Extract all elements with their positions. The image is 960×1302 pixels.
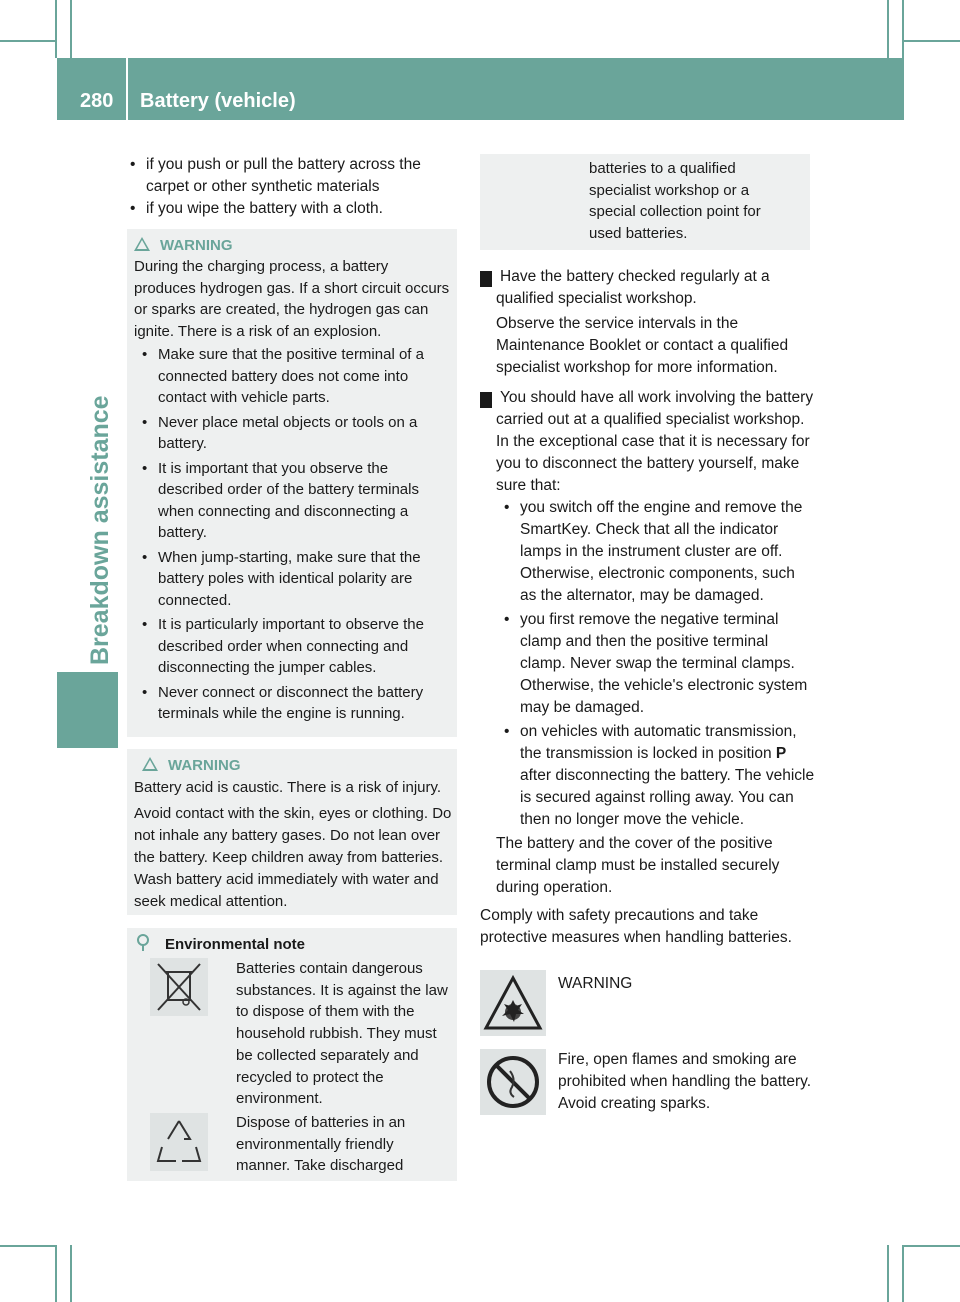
crop-mark (887, 0, 889, 58)
list-item: • if you wipe the battery with a cloth. (130, 198, 455, 220)
comply-text: Comply with safety precautions and take protective measures when handling batteries. (480, 907, 792, 946)
environmental-note-continued (480, 154, 810, 250)
warning-triangle-icon (134, 237, 150, 251)
side-tab-label: Breakdown assistance (86, 395, 114, 665)
crop-mark (887, 1245, 889, 1302)
list-item: • you switch off the engine and remove the SmartKey. Check that all the indicator lamps in the instrument cluster are off. Otherwise, electronic components, such as the alternator, may be damaged. (504, 497, 815, 607)
exclamation-icon: ! (480, 392, 492, 408)
header-divider (126, 58, 128, 120)
crop-mark (902, 0, 904, 58)
warning-text: Avoid contact with the skin, eyes or clothing. Do not inhale any battery gases. Do not lean over the battery. Keep children away from batteries. Wash battery acid immediately with water and seek medical attention. (134, 804, 452, 910)
explosive-hazard-icon (480, 970, 546, 1036)
no-fire-icon (480, 1049, 546, 1115)
warning-heading-text: WARNING (160, 237, 233, 254)
right-column (475, 266, 815, 955)
crop-mark (0, 40, 57, 42)
note-1-p2: Observe the service intervals in the Maintenance Booklet or contact a qualified specialist workshop for more information. (496, 315, 789, 376)
warning-box-acid (127, 749, 457, 915)
intro-list (130, 154, 455, 220)
list-item (504, 721, 815, 831)
crop-mark (904, 1245, 960, 1247)
warning-text: During the charging process, a battery produces hydrogen gas. If a short circuit occurs or sparks are created, the hydrogen gas can ignite. There is a risk of an explosion. (134, 258, 450, 340)
note-2-tail: The battery and the cover of the positive terminal clamp must be installed securely during operation. (496, 835, 780, 896)
warning-heading (134, 237, 452, 254)
warning-box (127, 229, 457, 737)
note-2-text: You should have all work involving the battery carried out at a qualified specialist workshop. In the exceptional case that it is necessary for you to disconnect the battery yourself, make sure that: (496, 389, 814, 494)
crossed-out-bin-icon (150, 958, 208, 1016)
side-tab-block (57, 672, 118, 748)
list-item: • you first remove the negative terminal clamp and then the positive terminal clamp. Never swap the terminal clamps. Otherwise, the vehicle's electronic system may be damaged. (504, 609, 815, 719)
env-text-2-cont: batteries to a qualified specialist workshop or a special collection point for used batteries. (589, 160, 761, 242)
page-title: Battery (vehicle) (140, 90, 296, 112)
crop-mark (70, 1245, 72, 1302)
env-text-2: Dispose of batteries in an environmentally friendly manner. Take discharged (236, 1114, 406, 1175)
list-item: • Never place metal objects or tools on a battery. (142, 412, 452, 455)
crop-mark (904, 40, 960, 42)
list-item: • Make sure that the positive terminal of a connected battery does not come into contact with vehicle parts. (142, 344, 452, 409)
note-2 (475, 387, 815, 497)
sign-1-text: WARNING (558, 975, 633, 992)
page-number: 280 (80, 90, 114, 112)
list-item: • When jump-starting, make sure that the battery poles with identical polarity are connected. (142, 547, 452, 612)
exclamation-icon: ! (480, 271, 492, 287)
list-item: • It is particularly important to observe the described order when connecting and disconnecting the jumper cables. (142, 614, 452, 679)
warning-text: Battery acid is caustic. There is a risk of injury. (134, 779, 442, 796)
position-label: P (775, 745, 787, 762)
environmental-note-box (127, 928, 457, 1181)
crop-mark (0, 1245, 57, 1247)
warning-heading (134, 757, 454, 774)
list-item: • It is important that you observe the described order of the battery terminals when connecting and disconnecting a battery. (142, 458, 452, 544)
env-heading (135, 934, 305, 953)
list-item-text: on vehicles with automatic transmission, the transmission is locked in position (520, 723, 797, 762)
note-1 (475, 266, 815, 310)
warning-heading-text: WARNING (168, 757, 241, 774)
sign-2-text: Fire, open flames and smoking are prohibited when handling the battery. Avoid creating sparks. (558, 1051, 812, 1112)
warning-triangle-icon (142, 757, 158, 771)
crop-mark (55, 0, 57, 58)
list-item: • Never connect or disconnect the battery terminals while the engine is running. (142, 682, 452, 725)
crop-mark (902, 1245, 904, 1302)
lightbulb-icon (135, 934, 151, 952)
note-1-text: Have the battery checked regularly at a qualified specialist workshop. (496, 268, 770, 307)
recycle-icon (150, 1113, 208, 1171)
warning-bullets (142, 344, 452, 725)
note-2-bullets (480, 497, 815, 831)
env-heading-text: Environmental note (165, 936, 306, 953)
crop-mark (70, 0, 72, 58)
list-item: • if you push or pull the battery across the carpet or other synthetic materials (130, 154, 455, 198)
crop-mark (55, 1245, 57, 1302)
env-text-1: Batteries contain dangerous substances. It is against the law to dispose of them with the household rubbish. They must be collected separately and recycled to protect the environment. (236, 960, 448, 1108)
list-item-text: after disconnecting the battery. The vehicle is secured against rolling away. You can then no longer move the vehicle. (520, 767, 815, 828)
